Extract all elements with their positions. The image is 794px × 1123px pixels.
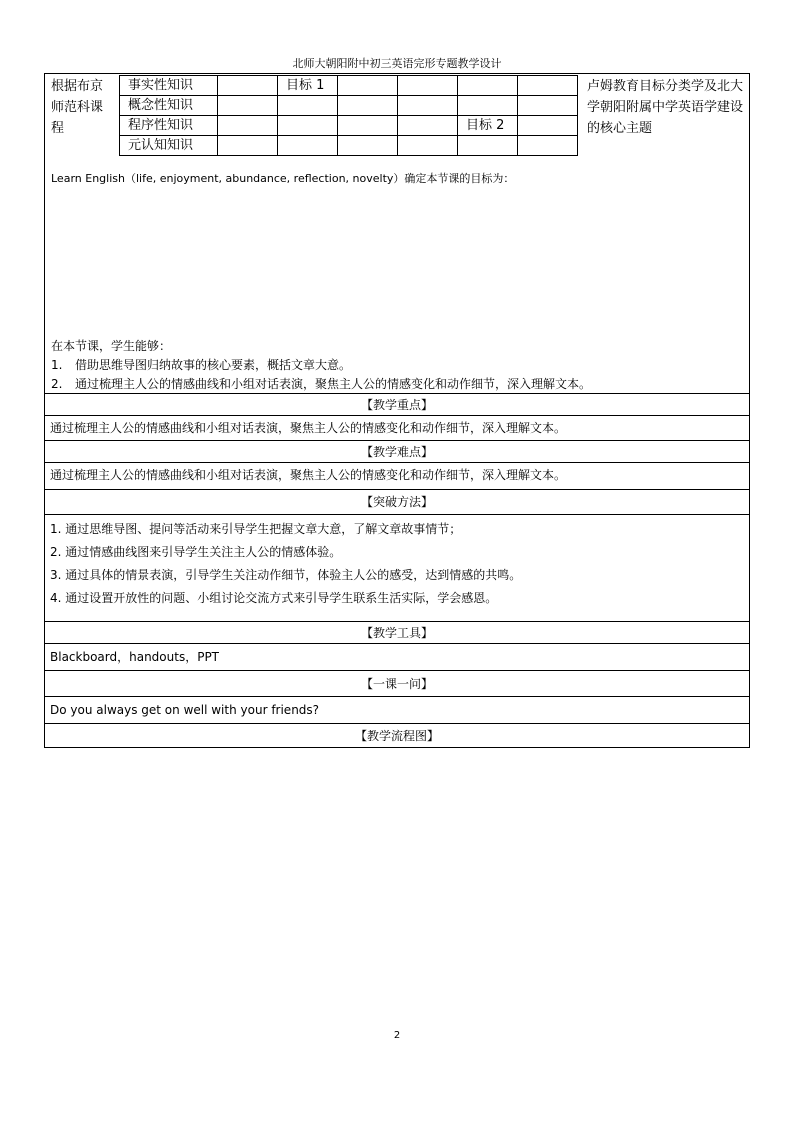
grid-cell [218, 76, 278, 96]
key-point-title: 【教学重点】 [45, 394, 749, 416]
goal-cell [278, 116, 338, 136]
question-text: Do you always get on well with your friends? [45, 697, 749, 724]
objective-text: 通过梳理主人公的情感曲线和小组对话表演，聚焦主人公的情感变化和动作细节，深入理解文本。 [75, 377, 592, 391]
goal-cell [458, 76, 518, 96]
tools-text: Blackboard，handouts，PPT [45, 644, 749, 671]
question-title: 【一课一问】 [45, 671, 749, 697]
methods-list [45, 515, 749, 622]
grid-cell [398, 136, 458, 156]
flow-chart-title: 【教学流程图】 [45, 724, 749, 748]
page-number: 2 [393, 1030, 401, 1041]
grid-row [120, 116, 578, 136]
grid-cell [338, 96, 398, 116]
grid-cell [218, 96, 278, 116]
goal-cell [458, 96, 518, 116]
knowledge-type-cell: 概念性知识 [120, 96, 218, 116]
grid-cell [338, 116, 398, 136]
method-item: 3. 通过具体的情景表演，引导学生关注动作细节，体验主人公的感受，达到情感的共鸣。 [50, 568, 522, 582]
grid-cell [398, 116, 458, 136]
grid-cell [338, 76, 398, 96]
goal-cell [278, 136, 338, 156]
basis-right-label: 卢姆教育目标分类学及北大学朝阳附属中学英语学建设的核心主题 [587, 79, 744, 136]
objective-item [51, 356, 591, 375]
knowledge-goal-grid [119, 75, 578, 156]
objectives-block [51, 337, 591, 394]
grid-cell [338, 136, 398, 156]
grid-cell [518, 76, 578, 96]
tools-title: 【教学工具】 [45, 622, 749, 644]
objective-text: 借助思维导图归纳故事的核心要素，概括文章大意。 [75, 358, 352, 372]
goal-cell: 目标 1 [278, 76, 338, 96]
grid-cell [518, 136, 578, 156]
methods-title: 【突破方法】 [45, 490, 749, 515]
basis-left-label: 根据布京师范科课程 [51, 79, 104, 136]
method-item: 4. 通过设置开放性的问题、小组讨论交流方式来引导学生联系生活实际，学会感恩。 [50, 591, 498, 605]
lesson-plan-table [44, 74, 750, 748]
document-header: 北师大朝阳附中初三英语完形专题教学设计 [292, 57, 502, 70]
grid-row [120, 136, 578, 156]
method-item: 2. 通过情感曲线图来引导学生关注主人公的情感体验。 [50, 545, 342, 559]
grid-cell [398, 96, 458, 116]
basis-section [45, 74, 749, 394]
difficulty-text: 通过梳理主人公的情感曲线和小组对话表演，聚焦主人公的情感变化和动作细节，深入理解文本。 [45, 463, 749, 490]
objective-number: 2. [51, 377, 63, 391]
objective-number: 1. [51, 358, 63, 372]
knowledge-type-cell: 事实性知识 [120, 76, 218, 96]
grid-cell [398, 76, 458, 96]
knowledge-type-cell: 程序性知识 [120, 116, 218, 136]
objective-item [51, 375, 591, 394]
grid-row [120, 76, 578, 96]
goal-cell: 目标 2 [458, 116, 518, 136]
grid-cell [218, 116, 278, 136]
grid-cell [518, 96, 578, 116]
goal-cell [278, 96, 338, 116]
method-item: 1. 通过思维导图、提问等活动来引导学生把握文章大意，了解文章故事情节； [50, 522, 462, 536]
grid-row [120, 96, 578, 116]
knowledge-type-cell: 元认知知识 [120, 136, 218, 156]
grid-cell [218, 136, 278, 156]
goal-cell [458, 136, 518, 156]
grid-cell [518, 116, 578, 136]
difficulty-title: 【教学难点】 [45, 441, 749, 463]
learn-english-line: Learn English（life, enjoyment, abundance, reflection, novelty）确定本节课的目标为： [51, 172, 515, 185]
key-point-text: 通过梳理主人公的情感曲线和小组对话表演，聚焦主人公的情感变化和动作细节，深入理解文本。 [45, 416, 749, 441]
objectives-intro: 在本节课，学生能够： [51, 339, 172, 353]
